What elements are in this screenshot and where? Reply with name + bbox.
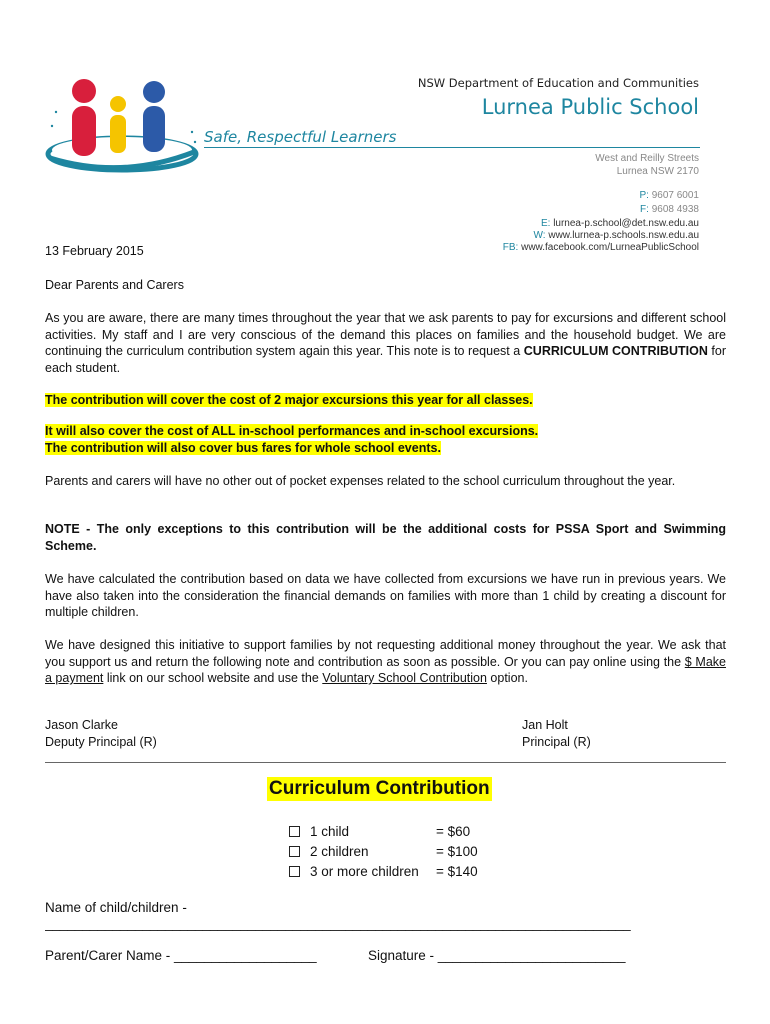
option-label: 3 or more children [310, 864, 419, 879]
address-line-2: Lurnea NSW 2170 [616, 166, 699, 177]
facebook-link[interactable]: www.facebook.com/LurneaPublicSchool [521, 242, 699, 253]
paragraph-expenses: Parents and carers will have no other out of pocket expenses related to the school curriculum throughout the year. [45, 474, 676, 488]
address-line-1: West and Reilly Streets [595, 153, 699, 164]
school-name: Lurnea Public School [481, 95, 699, 119]
paragraph-intro-text: As you are aware, there are many times throughout the year that we ask parents to pay for excursions and different school activities. My staff and I are very conscious of the demand this places on families and the household budget. We are continuing the curriculum contribution system again this year. This note is to request a [45, 311, 726, 358]
paragraph-intro [45, 310, 726, 376]
paragraph-payment-mid: link on our school website and use the [103, 671, 323, 685]
signature-field[interactable]: Signature - _________________________ [368, 948, 626, 963]
paragraph-payment [45, 637, 726, 687]
letter-date: 13 February 2015 [45, 244, 144, 258]
email-address[interactable]: lurnea-p.school@det.nsw.edu.au [553, 218, 699, 229]
option-1-child[interactable] [289, 822, 489, 842]
make-payment-link[interactable]: $ Make a payment [45, 654, 726, 685]
child-name-label: Name of child/children - [45, 900, 187, 915]
exception-note: NOTE - The only exceptions to this contribution will be the additional costs for PSSA Sport and Swimming Scheme. [45, 522, 726, 553]
highlight-bus-fares [45, 440, 726, 457]
department-name: NSW Department of Education and Communities [417, 76, 699, 90]
option-price: = $140 [436, 864, 478, 879]
header-rule [204, 147, 700, 148]
option-2-children[interactable] [289, 842, 489, 862]
paragraph-payment-text: We have designed this initiative to support families by not requesting additional money throughout the year. We ask that you support us and return the following note and contribution as soon as possible. Or you can pay online using the [45, 638, 726, 669]
option-label: 1 child [310, 824, 350, 839]
form-title: Curriculum Contribution [269, 778, 490, 799]
deputy-name: Jason Clarke [45, 718, 118, 732]
facebook-line [503, 241, 699, 254]
principal-signature [522, 717, 591, 751]
fax-number: 9608 4938 [651, 204, 699, 215]
salutation: Dear Parents and Carers [45, 278, 184, 292]
option-price: = $60 [436, 824, 471, 839]
highlight-bus-fares-text: The contribution will also cover bus fares for whole school events. [45, 441, 441, 455]
school-tagline: Safe, Respectful Learners [204, 128, 397, 146]
deputy-signature [45, 717, 157, 751]
phone-number: 9607 6001 [651, 190, 699, 201]
checkbox[interactable] [289, 866, 300, 877]
section-divider [45, 762, 726, 763]
fax-label: F: [640, 204, 649, 215]
paragraph-payment-end: option. [486, 671, 528, 685]
facebook-label: FB: [502, 242, 519, 253]
contribution-options [289, 822, 489, 882]
contribution-term: CURRICULUM CONTRIBUTION [523, 344, 708, 358]
fax-line [640, 203, 699, 216]
checkbox[interactable] [289, 826, 300, 837]
voluntary-contribution-link[interactable]: Voluntary School Contribution [322, 671, 487, 685]
option-price: = $100 [436, 844, 478, 859]
paragraph-intro-end: for each student. [45, 344, 727, 375]
highlight-excursions [45, 392, 726, 409]
highlight-performances [45, 423, 726, 440]
deputy-title: Deputy Principal (R) [45, 735, 157, 749]
highlight-excursions-text: The contribution will cover the cost of 2 major excursions this year for all classes. [45, 393, 533, 407]
paragraph-calculation: We have calculated the contribution based on data we have collected from excursions we have run in previous years. We have also taken into the consideration the financial demands on families with more than 1 child by creating a discount for multiple children. [45, 572, 726, 619]
website-link[interactable]: www.lurnea-p.schools.nsw.edu.au [548, 230, 699, 241]
phone-label: P: [639, 190, 649, 201]
parent-name-field[interactable]: Parent/Carer Name - ___________________ [45, 948, 317, 963]
principal-title: Principal (R) [522, 735, 591, 749]
child-name-field[interactable]: ______________________________________________________________________________ [45, 916, 631, 931]
email-label: E: [540, 218, 551, 229]
option-3-or-more-children[interactable] [289, 862, 489, 882]
school-logo [44, 76, 200, 176]
phone-line [639, 189, 699, 202]
web-label: W: [533, 230, 546, 241]
principal-name: Jan Holt [522, 718, 568, 732]
checkbox[interactable] [289, 846, 300, 857]
option-label: 2 children [310, 844, 369, 859]
highlight-performances-text: It will also cover the cost of ALL in-school performances and in-school excursions. [45, 424, 539, 438]
